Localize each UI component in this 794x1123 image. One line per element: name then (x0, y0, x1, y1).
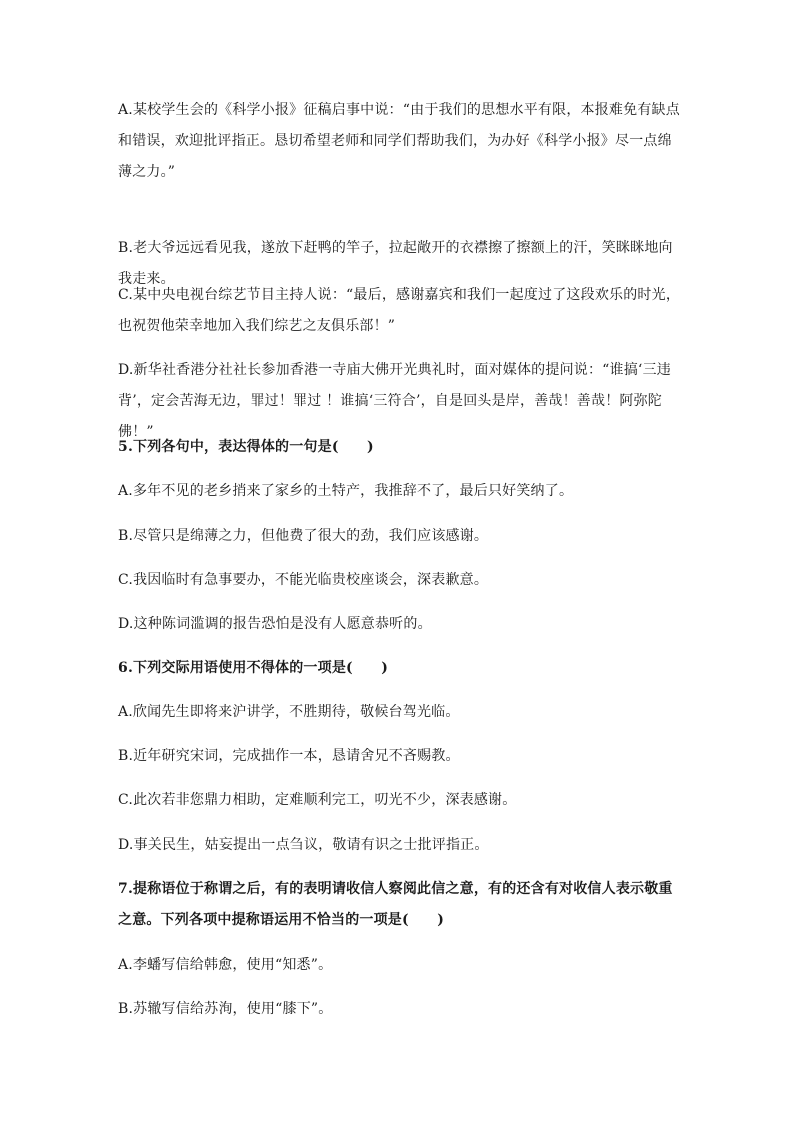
option-6d: D.事关民生，姑妄提出一点刍议，敬请有识之士批评指正。 (118, 837, 489, 853)
option-6b: B.近年研究宋词，完成拙作一本，恳请舍兄不吝赐教。 (118, 748, 460, 764)
option-4d: D.新华社香港分社社长参加香港一寺庙大佛开光典礼时，面对媒体的提问说：“谁搞‘三违背’，定会苦海无边，罪过！罪过 ！谁搞‘三符合’，自是回头是岸，善哉！善哉！阿弥陀佛！” (118, 362, 671, 440)
option-5a: A.多年不见的老乡捎来了家乡的土特产，我推辞不了，最后只好笑纳了。 (118, 483, 574, 499)
option-7a: A.李蟠写信给韩愈，使用“知悉”。 (118, 957, 333, 973)
option-4c: C.某中央电视台综艺节目主持人说：“最后，感谢嘉宾和我们一起度过了这段欢乐的时光，也祝贺他荣幸地加入我们综艺之友俱乐部！” (118, 287, 681, 334)
option-5b: B.尽管只是绵薄之力，但他费了很大的劲，我们应该感谢。 (118, 528, 489, 544)
option-7b: B.苏辙写信给苏洵，使用“膝下”。 (118, 1001, 333, 1017)
question-5: 5.下列各句中，表达得体的一句是( ) (118, 439, 374, 455)
option-6c: C.此次若非您鼎力相助，定难顺利完工，叨光不少，深表感谢。 (118, 792, 517, 808)
question-7: 7.提称语位于称谓之后，有的表明请收信人察阅此信之意，有的还含有对收信人表示敬重之意。下列各项中提称语运用不恰当的一项是( ) (118, 881, 673, 928)
option-5d: D.这种陈词滥调的报告恐怕是没有人愿意恭听的。 (118, 616, 432, 632)
option-5c: C.我因临时有急事要办，不能光临贵校座谈会，深表歉意。 (118, 572, 489, 588)
option-4b: B.老大爷远远看见我，遂放下赶鸭的竿子，拉起敞开的衣襟擦了擦额上的汗，笑眯眯地向我走来。 (118, 240, 673, 287)
option-6a: A.欣闻先生即将来沪讲学，不胜期待，敬候台驾光临。 (118, 704, 460, 720)
question-6: 6.下列交际用语使用不得体的一项是( ) (118, 660, 389, 676)
option-4a: A.某校学生会的《科学小报》征稿启事中说：“由于我们的思想水平有限，本报难免有缺点和错误，欢迎批评指正。恳切希望老师和同学们帮助我们，为办好《科学小报》尽一点绵薄之力。” (118, 102, 680, 180)
